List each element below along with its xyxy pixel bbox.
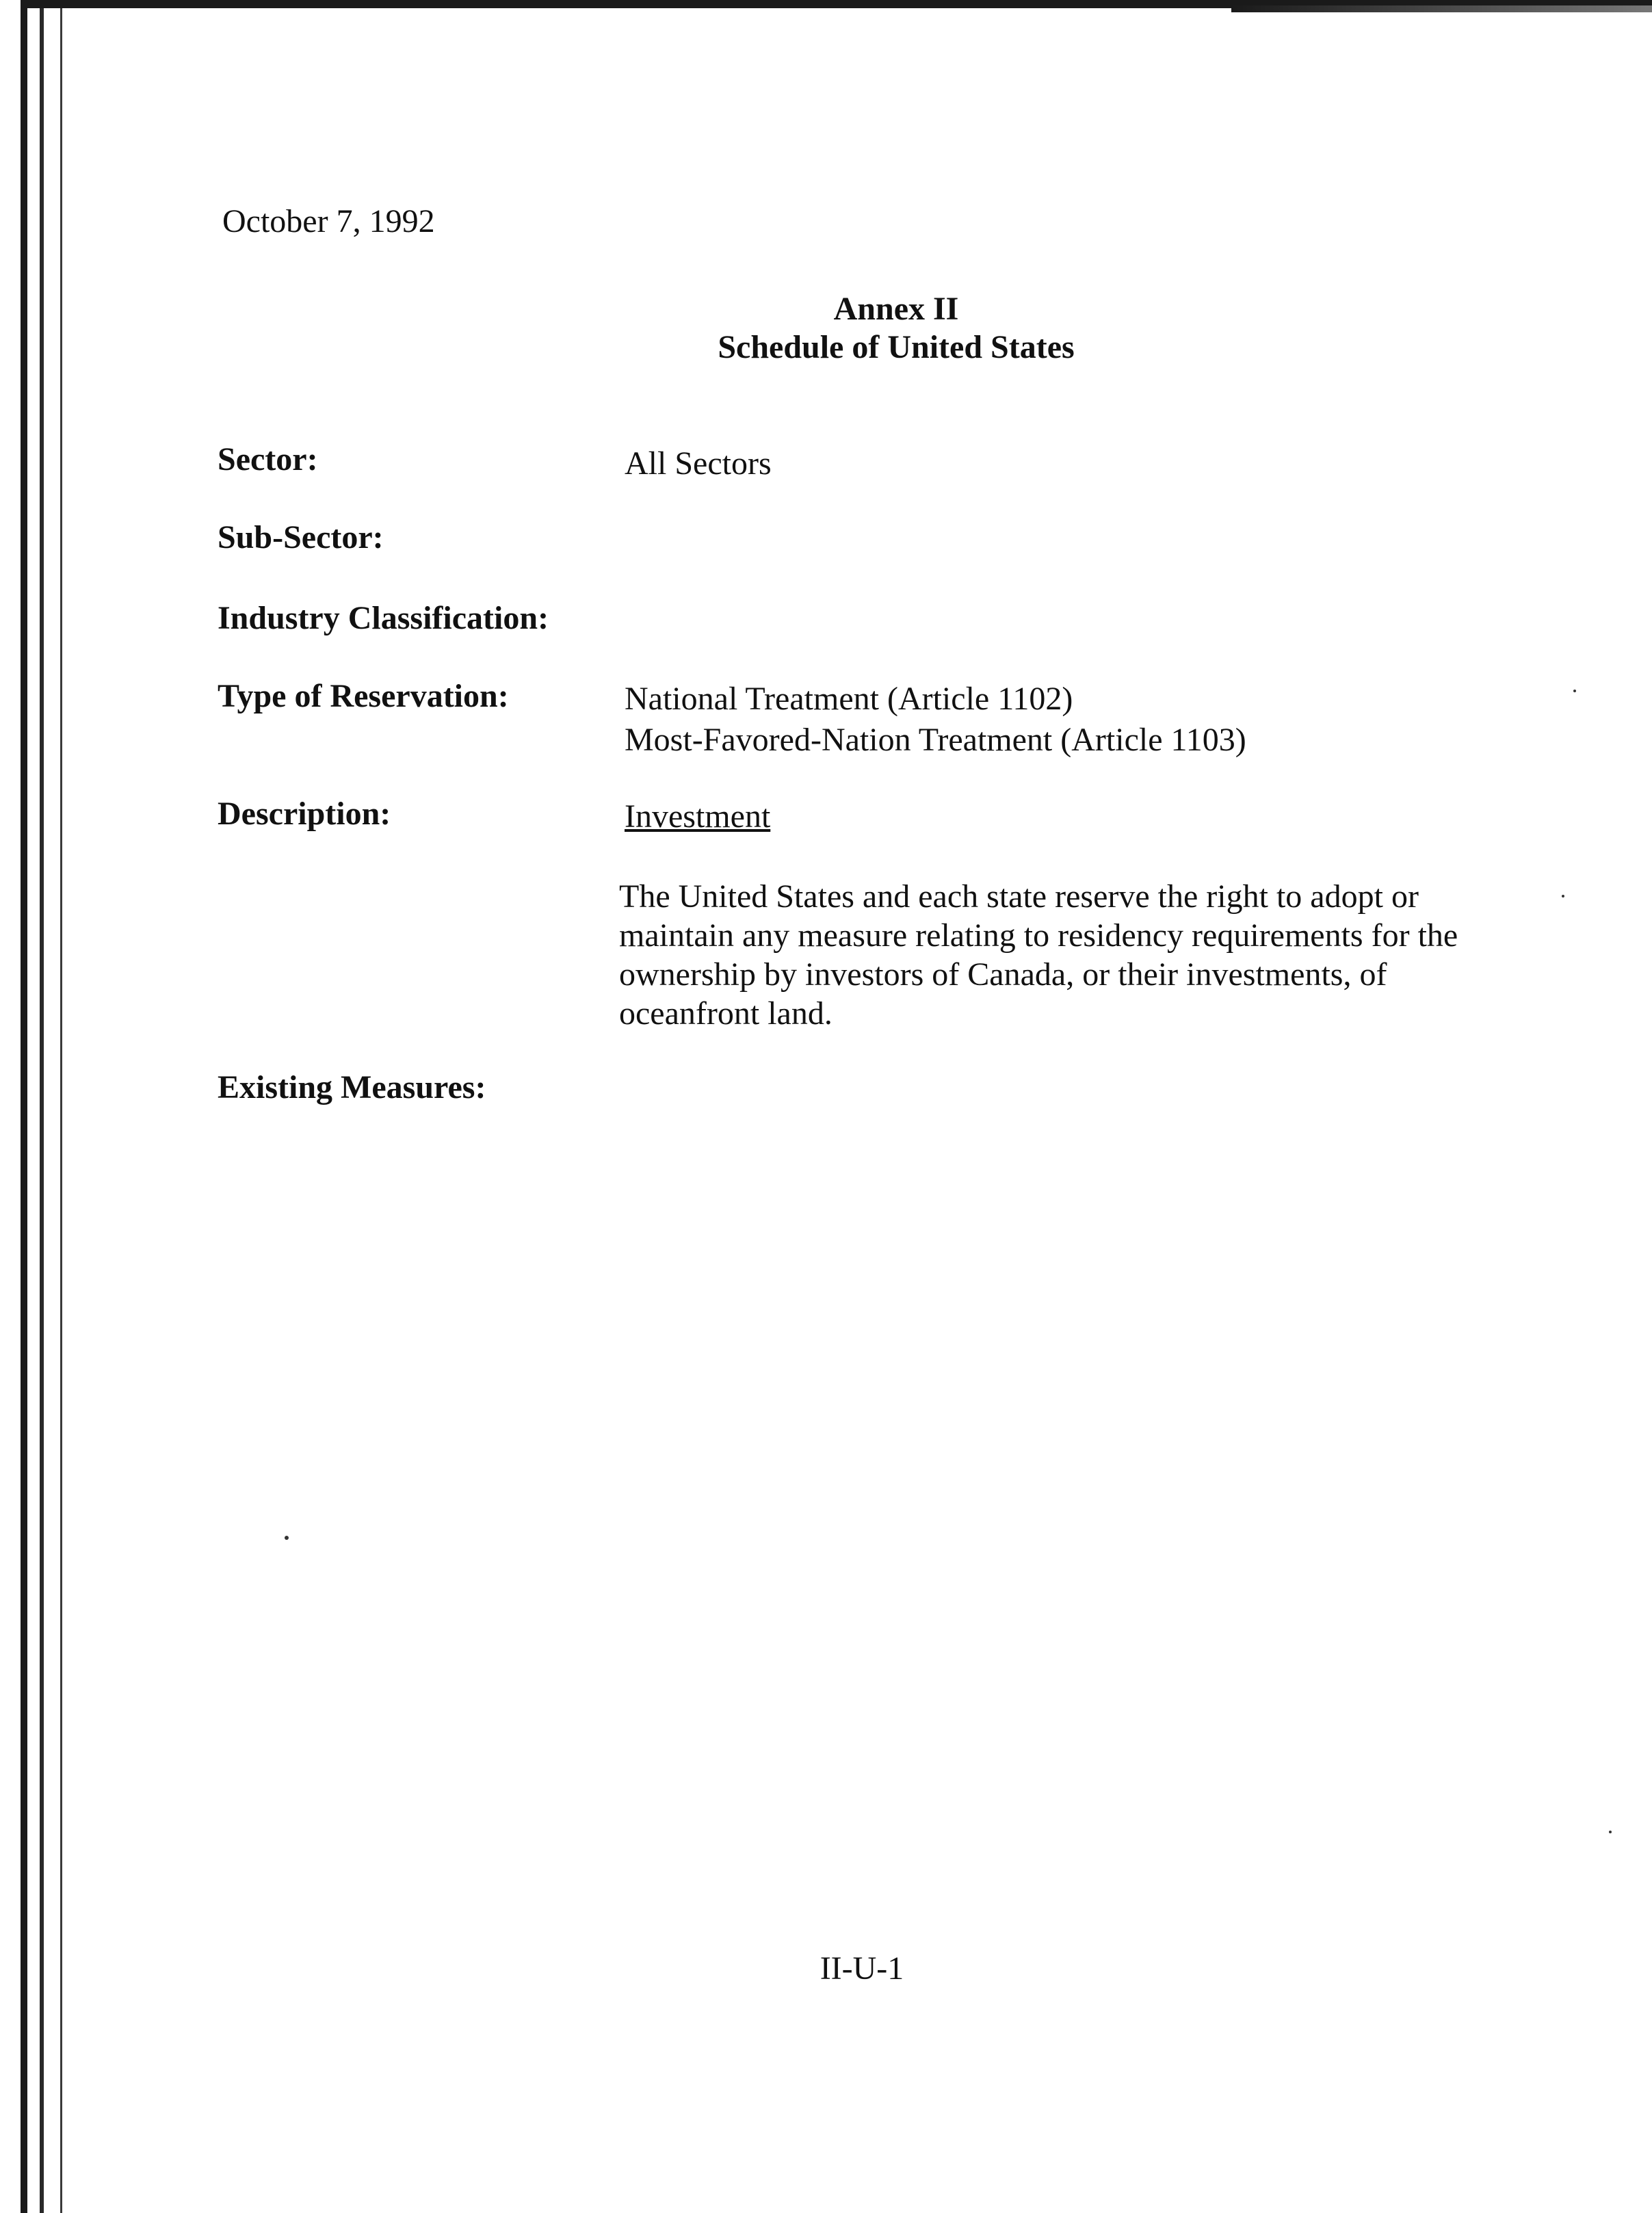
description-line: oceanfront land. (619, 995, 832, 1032)
document-title (602, 290, 1190, 367)
type-of-reservation-value-2: Most-Favored-Nation Treatment (Article 1103) (625, 722, 1246, 758)
title-schedule: Schedule of United States (718, 329, 1075, 365)
description-line: The United States and each state reserve the right to adopt or (619, 878, 1419, 915)
document-date: October 7, 1992 (222, 203, 435, 239)
scan-speck (285, 1536, 289, 1540)
scan-binding-edge-thin (60, 0, 62, 2213)
scan-top-edge-fade (1231, 5, 1652, 12)
scan-binding-edge-inner (40, 0, 44, 2213)
description-paragraph (619, 877, 1529, 1033)
scan-speck (1609, 1831, 1612, 1833)
type-of-reservation-label: Type of Reservation: (218, 678, 509, 714)
sector-label: Sector: (218, 441, 318, 477)
sub-sector-label: Sub-Sector: (218, 519, 384, 555)
scan-binding-edge (21, 0, 27, 2213)
sector-value: All Sectors (625, 445, 772, 482)
description-label: Description: (218, 796, 391, 832)
scan-speck (1562, 895, 1564, 898)
description-line: ownership by investors of Canada, or their investments, of (619, 956, 1387, 993)
page-number: II-U-1 (820, 1950, 904, 1987)
description-line: maintain any measure relating to residency requirements for the (619, 917, 1458, 954)
industry-classification-label: Industry Classification: (218, 600, 549, 636)
title-annex: Annex II (833, 291, 959, 327)
description-heading: Investment (625, 798, 771, 835)
type-of-reservation-value-1: National Treatment (Article 1102) (625, 681, 1073, 717)
scan-speck (1573, 690, 1576, 692)
existing-measures-label: Existing Measures: (218, 1069, 486, 1105)
